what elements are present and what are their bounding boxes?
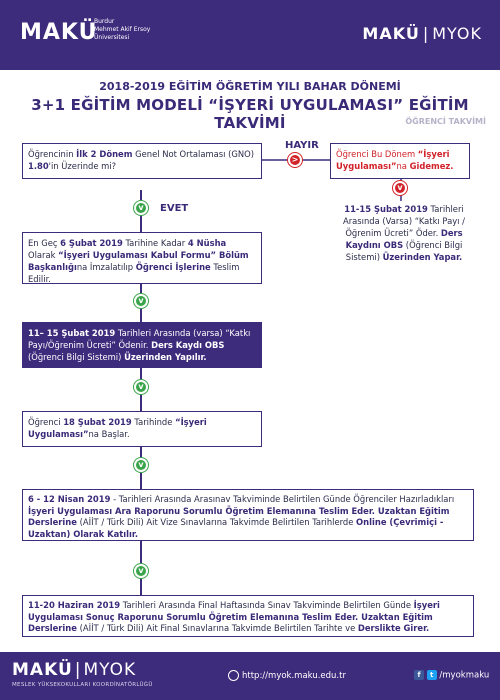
website-url: http://myok.maku.edu.tr: [242, 671, 346, 681]
step1-check-icon: v: [134, 294, 148, 308]
footer-bar: [0, 652, 500, 700]
step-final-report: 11-20 Haziran 2019 Tarihleri Arasında Final Haftasında Sınav Takviminde Belirtilen Günde İşyeri Uygulaması Sonuç Raporunu Sorumlu Öğretim Elemanına Teslim Eder. Uzaktan Eğitim Derslerine (AİİT / Türk Dili) Ait Final Sınavlarına Takvimde Belirtilen Tarihte ve Derslikte Girer.: [22, 595, 474, 637]
header-bar: [0, 0, 500, 70]
university-line-3: Üniversitesi: [94, 34, 130, 41]
twitter-icon: t: [427, 670, 437, 680]
maku-logo: MAKÜ: [20, 20, 98, 45]
website-link[interactable]: [228, 670, 346, 681]
footer-logo: MAKÜ | MYOK: [12, 660, 137, 680]
step-start-internship: Öğrenci 18 Şubat 2019 Tarihinde “İşyeri Uygulaması”na Başlar.: [22, 411, 262, 447]
step-payment-registration: 11– 15 Şubat 2019 Tarihleri Arasında (varsa) “Katkı Payı/Öğrenim Ücreti” Ödenir. Ders Kaydı OBS (Öğrenci Bilgi Sistemi) Üzerinden Yapılır.: [22, 322, 262, 368]
social-handle: /myokmaku: [439, 670, 490, 681]
university-name: [94, 18, 174, 42]
footer-coordination-name: MESLEK YÜKSEKOKULLARI KOORDİNATÖRLÜĞÜ: [12, 682, 153, 688]
step-midterm-report: 6 - 12 Nisan 2019 - Tarihleri Arasında Arasınav Takviminde Belirtilen Günde Öğrenciler Hazırladıkları İşyeri Uygulaması Ara Raporunu Sorumlu Öğretim Elemanına Teslim Eder. Uzaktan Eğitim Derslerine (AİİT / Türk Dili) Ait Vize Sınavlarına Takvimde Belirtilen Tarihlerde Online (Çevrimiçi - Uzaktan) Olarak Katılır.: [22, 489, 474, 541]
university-line-1: Burdur: [94, 18, 115, 25]
step4-check-icon: v: [134, 564, 148, 578]
step3-check-icon: v: [134, 458, 148, 472]
no-result-box: Öğrenci Bu Dönem “İşyeri Uygulaması”na Gidemez.: [330, 143, 470, 179]
title-subtitle: ÖĞRENCİ TAKVİMİ: [405, 117, 486, 126]
social-link[interactable]: [414, 670, 489, 681]
globe-icon: [228, 670, 239, 681]
no-payment-box: 11-15 Şubat 2019 Tarihleri Arasında (Varsa) “Katkı Payı / Öğrenim Ücreti” Öder. Ders Kaydını OBS (Öğrenci Bilgi Sistemi) Üzerinden Yapar.: [342, 204, 465, 262]
question-box: Öğrencinin İlk 2 Dönem Genel Not Ortalaması (GNO) 1.80'in Üzerinde mi?: [22, 143, 262, 179]
university-line-2: Mehmet Akif Ersoy: [94, 26, 151, 33]
step-form-submission: En Geç 6 Şubat 2019 Tarihine Kadar 4 Nüsha Olarak “İşyeri Uygulaması Kabul Formu” Bölüm Başkanlığına İmzalatılıp Öğrenci İşlerine Teslim Edilir.: [22, 232, 262, 284]
step2-check-icon: v: [134, 380, 148, 394]
myok-logo: MAKÜ | MYOK: [362, 24, 482, 43]
yes-label: EVET: [160, 203, 189, 214]
facebook-icon: f: [414, 670, 424, 680]
title-semester: 2018-2019 EĞİTİM ÖĞRETİM YILI BAHAR DÖNEMİ: [99, 80, 401, 93]
no-chevron-icon: v: [393, 181, 407, 195]
yes-check-icon: v: [134, 201, 148, 215]
no-label: HAYIR: [285, 140, 319, 151]
title-main: 3+1 EĞİTİM MODELİ “İŞYERİ UYGULAMASI” EĞİTİM TAKVİMİ: [31, 96, 469, 132]
no-cross-icon: >: [288, 153, 302, 167]
